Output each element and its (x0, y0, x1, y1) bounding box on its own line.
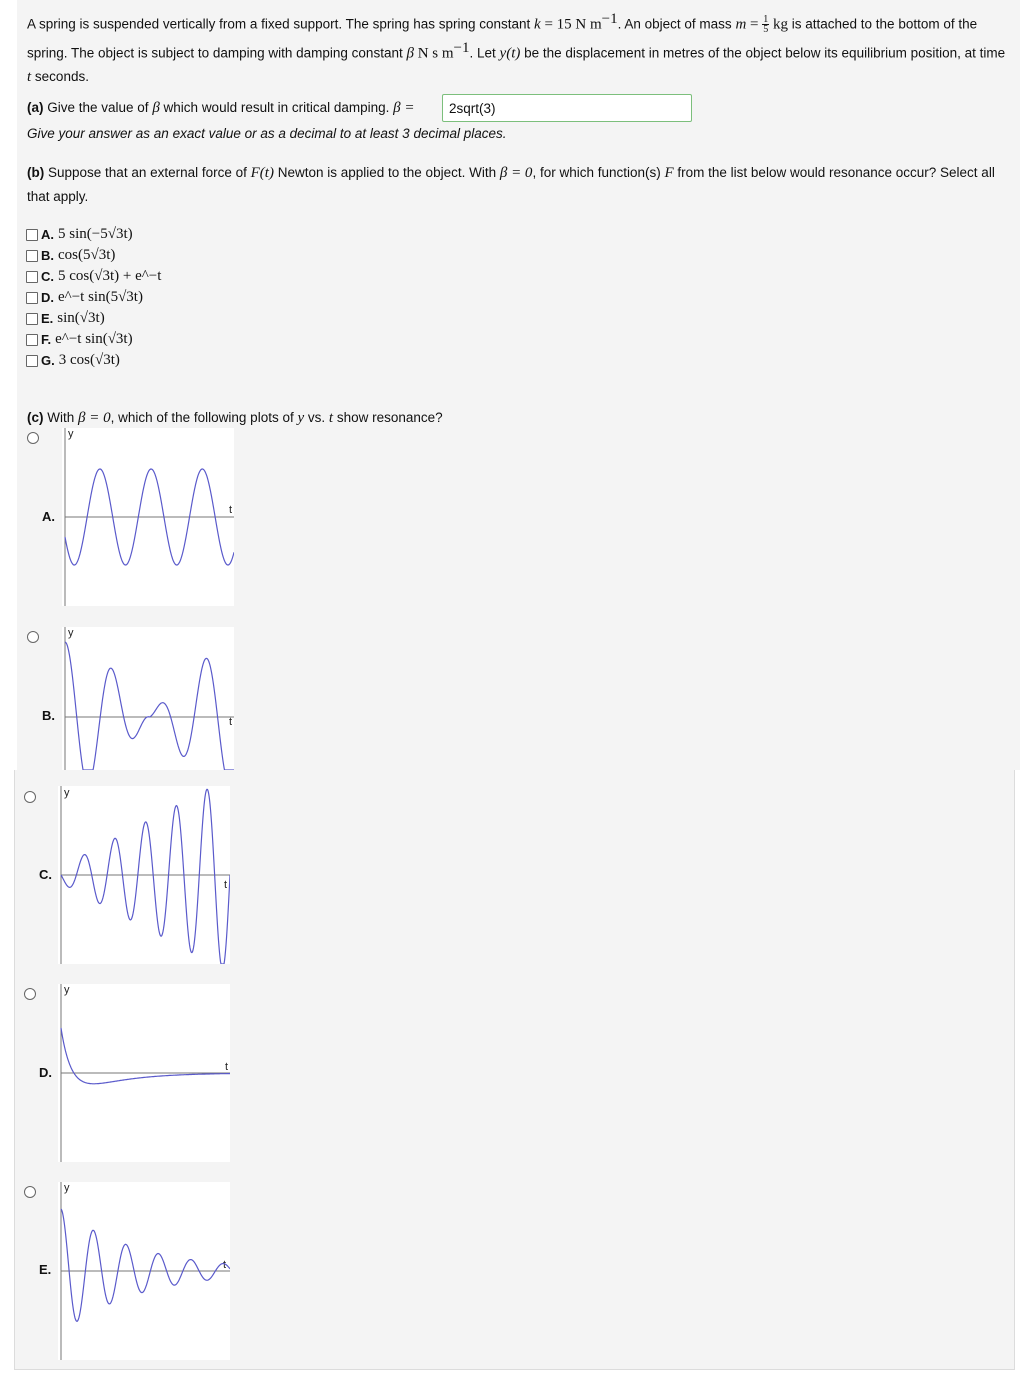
plot-e-label: E. (39, 1262, 52, 1277)
option-g[interactable]: G. 3 cos(√3t) (26, 350, 161, 371)
plot-c (58, 786, 230, 964)
plot-b-label: B. (42, 708, 55, 723)
plot-c-radio[interactable] (24, 791, 36, 803)
checkbox[interactable] (26, 250, 38, 262)
t-axis-label: t (223, 1259, 227, 1271)
part-a-prompt: (a) Give the value of β which would result in critical damping. β = (27, 100, 415, 116)
t-axis-label: t (224, 879, 228, 891)
question-intro: A spring is suspended vertically from a fixed support. The spring has spring constant k = 15 N $m^{-1}$. An object of mass m = $\frac{1}{5}$ kg is attached to the bottom of the spring. The object is subject to damping with damping constant β N s $m^{-1}$. Let y(t) be the displacement in metres of the object below its equilibrium position, at time t seconds. (27, 11, 1006, 85)
checkbox[interactable] (26, 355, 38, 367)
mass-fraction: $\frac{1}{5}$ (763, 14, 769, 36)
option-c[interactable]: C. 5 cos(√3t) + e^−t (26, 266, 161, 287)
checkbox[interactable] (26, 229, 38, 241)
checkbox[interactable] (26, 271, 38, 283)
plot-d (58, 984, 230, 1162)
beta-answer-input[interactable] (442, 94, 692, 122)
plot-a-label: A. (42, 509, 55, 524)
part-c-prompt: (c) With β = 0, which of the following plots of y vs. t show resonance? (27, 410, 443, 426)
part-b-prompt: (b) Suppose that an external force of F(t) Newton is applied to the object. With β = 0, for which function(s) F from the list below would resonance occur? Select all that apply. (27, 165, 995, 204)
plot-a-radio[interactable] (27, 432, 39, 444)
t-axis-label: t (229, 504, 233, 516)
resonance-options-list (26, 224, 161, 371)
plot-d-radio[interactable] (24, 988, 36, 1000)
plot-b (62, 627, 234, 770)
t-axis-label: t (229, 716, 233, 728)
plot-b-radio[interactable] (27, 631, 39, 643)
y-axis-label: y (64, 787, 70, 799)
plot-a (62, 428, 234, 606)
plot-c-label: C. (39, 867, 52, 882)
y-axis-label: y (64, 984, 70, 996)
y-axis-label: y (68, 627, 74, 639)
option-b[interactable]: B. cos(5√3t) (26, 245, 161, 266)
y-axis-label: y (68, 428, 74, 440)
option-d[interactable]: D. e^−t sin(5√3t) (26, 287, 161, 308)
plot-c-curve (61, 789, 230, 964)
y-axis-label: y (64, 1182, 70, 1194)
checkbox[interactable] (26, 334, 38, 346)
t-axis-label: t (225, 1061, 229, 1073)
option-a[interactable]: A. 5 sin(−5√3t) (26, 224, 161, 245)
plot-e-radio[interactable] (24, 1186, 36, 1198)
plot-d-label: D. (39, 1065, 52, 1080)
option-f[interactable]: F. e^−t sin(√3t) (26, 329, 161, 350)
plot-e (58, 1182, 230, 1360)
plot-e-curve (61, 1209, 230, 1321)
part-a-hint: Give your answer as an exact value or as a decimal to at least 3 decimal places. (27, 126, 507, 141)
plot-b-curve (65, 642, 234, 770)
plot-d-curve (61, 1028, 230, 1084)
checkbox[interactable] (26, 292, 38, 304)
checkbox[interactable] (26, 313, 38, 325)
option-e[interactable]: E. sin(√3t) (26, 308, 161, 329)
